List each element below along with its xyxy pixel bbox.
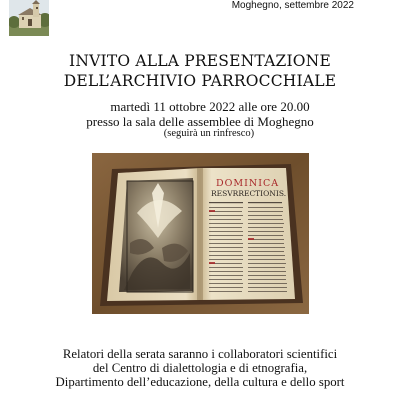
speakers-line-1: Relatori della serata saranno i collaboratori scientifici xyxy=(62,347,338,361)
title-line-1: INVITO ALLA PRESENTAZIONE xyxy=(69,52,331,70)
event-venue: presso la sala delle assemblee di Moghegno xyxy=(86,114,314,129)
speakers-line-3: Dipartimento dell’educazione, della cultura e dello sport xyxy=(55,375,345,389)
date-line: Moghegno, settembre 2022 xyxy=(231,0,354,11)
title-line-2: DELL’ARCHIVIO PARROCCHIALE xyxy=(63,72,337,90)
event-refreshment-note: (seguirà un rinfresco) xyxy=(163,128,255,139)
church-icon xyxy=(9,0,49,36)
open-book-photo xyxy=(92,153,309,314)
church-photo xyxy=(9,0,49,36)
book-page-heading-1: DOMINICA xyxy=(216,178,280,189)
open-book-icon xyxy=(92,153,309,314)
speakers-line-2: del Centro di dialettologia e di etnografia, xyxy=(92,361,308,375)
event-date-time: martedì 11 ottobre 2022 alle ore 20.00 xyxy=(110,99,310,114)
book-page-heading-2: RESVRRECTIONIS. xyxy=(211,189,287,198)
